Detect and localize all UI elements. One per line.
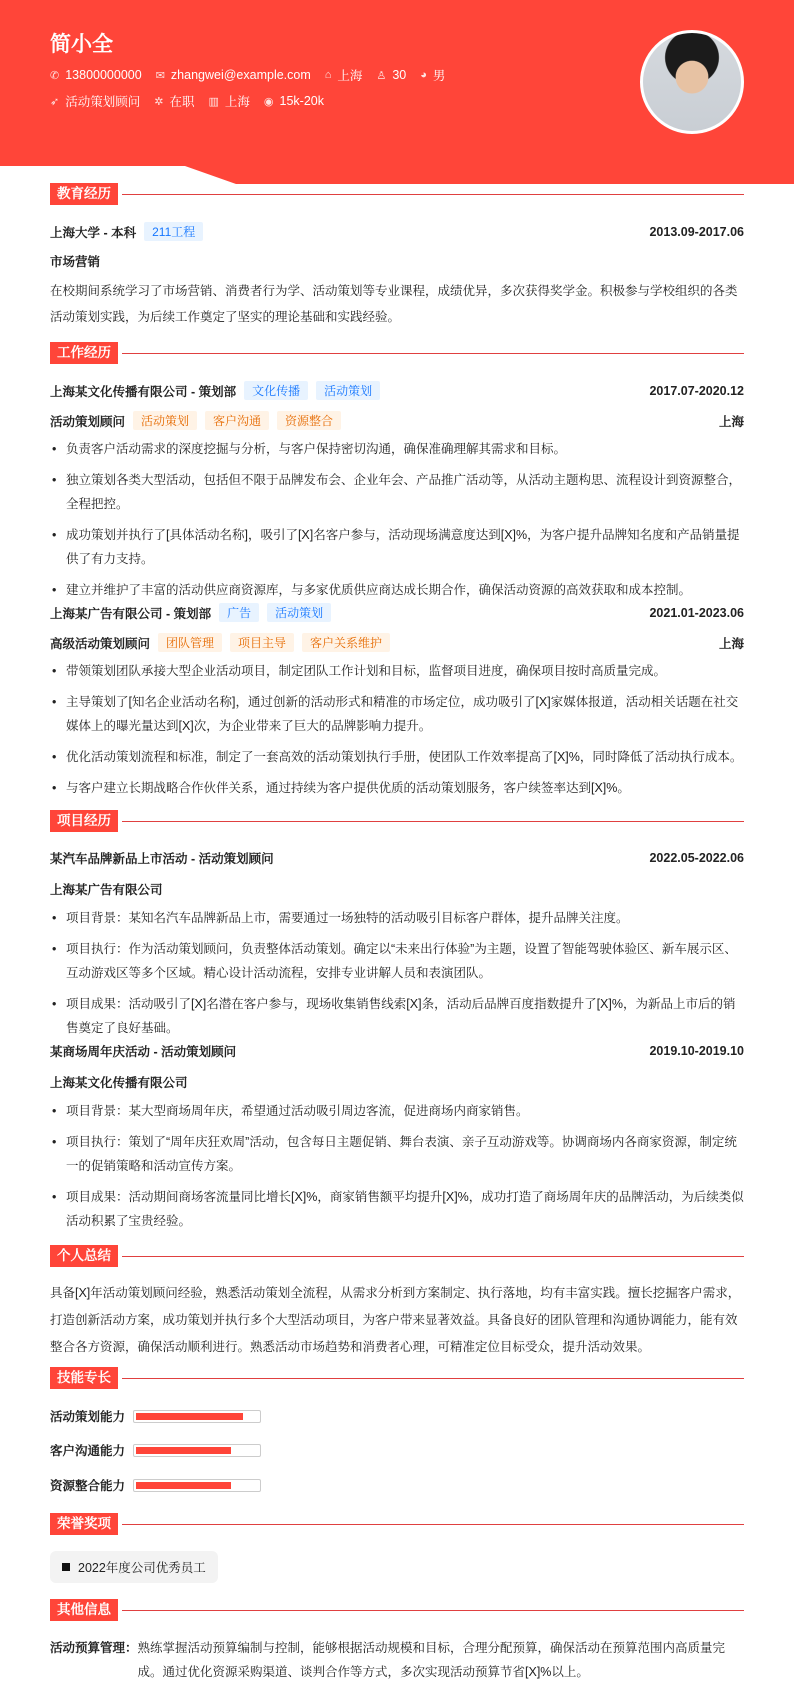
- work-header: 上海某广告有限公司 - 策划部 广告 活动策划 2021.01-2023.06: [50, 603, 744, 622]
- list-item: • 负责客户活动需求的深度挖掘与分析，与客户保持密切沟通，确保准确理解其需求和目标。: [50, 437, 744, 461]
- candidate-name: 简小全: [50, 33, 113, 56]
- status: 在职: [169, 95, 195, 109]
- residence: 上海: [337, 69, 363, 83]
- list-item: • 主导策划了[知名企业活动名称]，通过创新的活动形式和精准的市场定位，成功吸引了[X]家媒体报道，活动相关话题在社交媒体上的曝光量达到[X]次，为企业带来了巨大的品牌影响力提升。: [50, 690, 744, 738]
- contact-row: [50, 66, 445, 84]
- skill-bar: [133, 1444, 261, 1457]
- project-bullets: [50, 906, 744, 1047]
- list-item: • 项目背景：某大型商场周年庆，希望通过活动吸引周边客流，促进商场内商家销售。: [50, 1099, 744, 1123]
- skill-bar-fill: [136, 1447, 231, 1454]
- email[interactable]: zhangwei@example.com: [170, 68, 311, 82]
- section-education: 教育经历: [50, 183, 744, 205]
- education-header: 上海大学 - 本科 211工程 2013.09-2017.06: [50, 222, 744, 241]
- education-desc: 在校期间系统学习了市场营销、消费者行为学、活动策划等专业课程，成绩优异，多次获得奖学金。积极参与学校组织的各类活动策划实践，为后续工作奠定了坚实的理论基础和实践经验。: [50, 284, 738, 324]
- list-item: • 成功策划并执行了[具体活动名称]，吸引了[X]名客户参与，活动现场满意度达到[X]%，为客户提升品牌知名度和产品销量提供了有力支持。: [50, 523, 744, 571]
- work-role: 活动策划顾问 活动策划 客户沟通 资源整合 上海: [50, 411, 744, 430]
- gender-icon: ◕: [420, 69, 427, 81]
- work-bullets: [50, 659, 744, 807]
- list-item: • 项目背景：某知名汽车品牌新品上市，需要通过一场独特的活动吸引目标客户群体，提升品牌关注度。: [50, 906, 744, 930]
- project-company: 上海某文化传播有限公司: [50, 1076, 188, 1090]
- square-bullet-icon: [62, 1563, 70, 1571]
- section-awards: 荣誉奖项: [50, 1513, 744, 1535]
- avatar: [640, 30, 744, 134]
- list-item: • 项目执行：策划了“周年庆狂欢周”活动，包含每日主题促销、舞台表演、亲子互动游戏等。协调商场内各商家资源，制定统一的促销策略和活动宣传方案。: [50, 1130, 744, 1178]
- skill-bar-fill: [136, 1482, 231, 1489]
- list-item: • 与客户建立长期战略合作伙伴关系，通过持续为客户提供优质的活动策划服务，客户续签率达到[X]%。: [50, 776, 744, 800]
- section-work: 工作经历: [50, 342, 744, 364]
- phone: 13800000000: [65, 68, 142, 82]
- cake-icon: ♙: [376, 69, 387, 82]
- salary: 15k-20k: [279, 94, 324, 108]
- skill-bar: [133, 1410, 261, 1423]
- education-major: 市场营销: [50, 255, 101, 269]
- work-bullets: [50, 437, 744, 609]
- position: 活动策划顾问: [65, 95, 141, 109]
- salary-icon: ◉: [263, 95, 274, 108]
- list-item: • 项目成果：活动吸引了[X]名潜在客户参与，现场收集销售线索[X]条，活动后品牌百度指数提升了[X]%，为新品上市后的销售奠定了良好基础。: [50, 992, 744, 1040]
- skill-bar-fill: [136, 1413, 243, 1420]
- list-item: • 优化活动策划流程和标准，制定了一套高效的活动策划执行手册，使团队工作效率提高了[X]%，同时降低了活动执行成本。: [50, 745, 744, 769]
- other-item: 活动预算管理： 熟练掌握活动预算编制与控制，能够根据活动规模和目标，合理分配预算，确保活动在预算范围内高质量完成。通过优化资源采购渠道、谈判合作等方式，多次实现活动预算节省[X]%以上。: [50, 1641, 726, 1679]
- section-skills: 技能专长: [50, 1367, 744, 1389]
- section-projects: 项目经历: [50, 810, 744, 832]
- list-item: • 独立策划各类大型活动，包括但不限于品牌发布会、企业年会、产品推广活动等，从活动主题构思、流程设计到资源整合，全程把控。: [50, 468, 744, 516]
- skill-item: 资源整合能力: [50, 1476, 261, 1494]
- building-icon: ▥: [208, 95, 219, 108]
- list-item: • 项目成果：活动期间商场客流量同比增长[X]%，商家销售额平均提升[X]%，成功打造了商场周年庆的品牌活动，为后续类似活动积累了宝贵经验。: [50, 1185, 744, 1233]
- city: 上海: [224, 95, 250, 109]
- list-item: • 带领策划团队承接大型企业活动项目，制定团队工作计划和目标，监督项目进度，确保项目按时高质量完成。: [50, 659, 744, 683]
- summary-text: 具备[X]年活动策划顾问经验，熟悉活动策划全流程，从需求分析到方案制定、执行落地，均有丰富实践。擅长挖掘客户需求，打造创新活动方案，成功策划并执行多个大型活动项目，为客户带来显著效益。具备良好的团队管理和沟通协调能力，能有效整合各方资源，确保活动顺利进行。熟悉活动市场趋势和消费者心理，可精准定位目标受众，提升活动效果。: [50, 1286, 741, 1354]
- mail-icon: ✉: [155, 69, 165, 82]
- project-company: 上海某广告有限公司: [50, 883, 163, 897]
- job-intent-row: [50, 92, 324, 110]
- section-other: 其他信息: [50, 1599, 744, 1621]
- award-item: 2022年度公司优秀员工: [50, 1551, 218, 1583]
- send-icon: ➶: [50, 95, 60, 108]
- gender: 男: [432, 69, 446, 83]
- home-icon: ⌂: [324, 69, 332, 81]
- section-summary: 个人总结: [50, 1245, 744, 1267]
- phone-icon: ✆: [50, 69, 60, 82]
- work-header: 上海某文化传播有限公司 - 策划部 文化传播 活动策划 2017.07-2020.12: [50, 381, 744, 400]
- skill-item: 客户沟通能力: [50, 1441, 261, 1459]
- skill-item: 活动策划能力: [50, 1407, 261, 1425]
- list-item: • 建立并维护了丰富的活动供应商资源库，与多家优质供应商达成长期合作，确保活动资源的高效获取和成本控制。: [50, 578, 744, 602]
- project-header: 某汽车品牌新品上市活动 - 活动策划顾问 2022.05-2022.06: [50, 851, 744, 866]
- skill-bar: [133, 1479, 261, 1492]
- work-role: 高级活动策划顾问 团队管理 项目主导 客户关系维护 上海: [50, 633, 744, 652]
- project-bullets: [50, 1099, 744, 1240]
- status-icon: ✲: [154, 95, 164, 108]
- project-header: 某商场周年庆活动 - 活动策划顾问 2019.10-2019.10: [50, 1044, 744, 1059]
- list-item: • 项目执行：作为活动策划顾问，负责整体活动策划。确定以“未来出行体验”为主题，设置了智能驾驶体验区、新车展示区、互动游戏区等多个区域。精心设计活动流程，安排专业讲解人员和表演团队。: [50, 937, 744, 985]
- age: 30: [392, 68, 407, 82]
- tag: 211工程: [144, 222, 203, 241]
